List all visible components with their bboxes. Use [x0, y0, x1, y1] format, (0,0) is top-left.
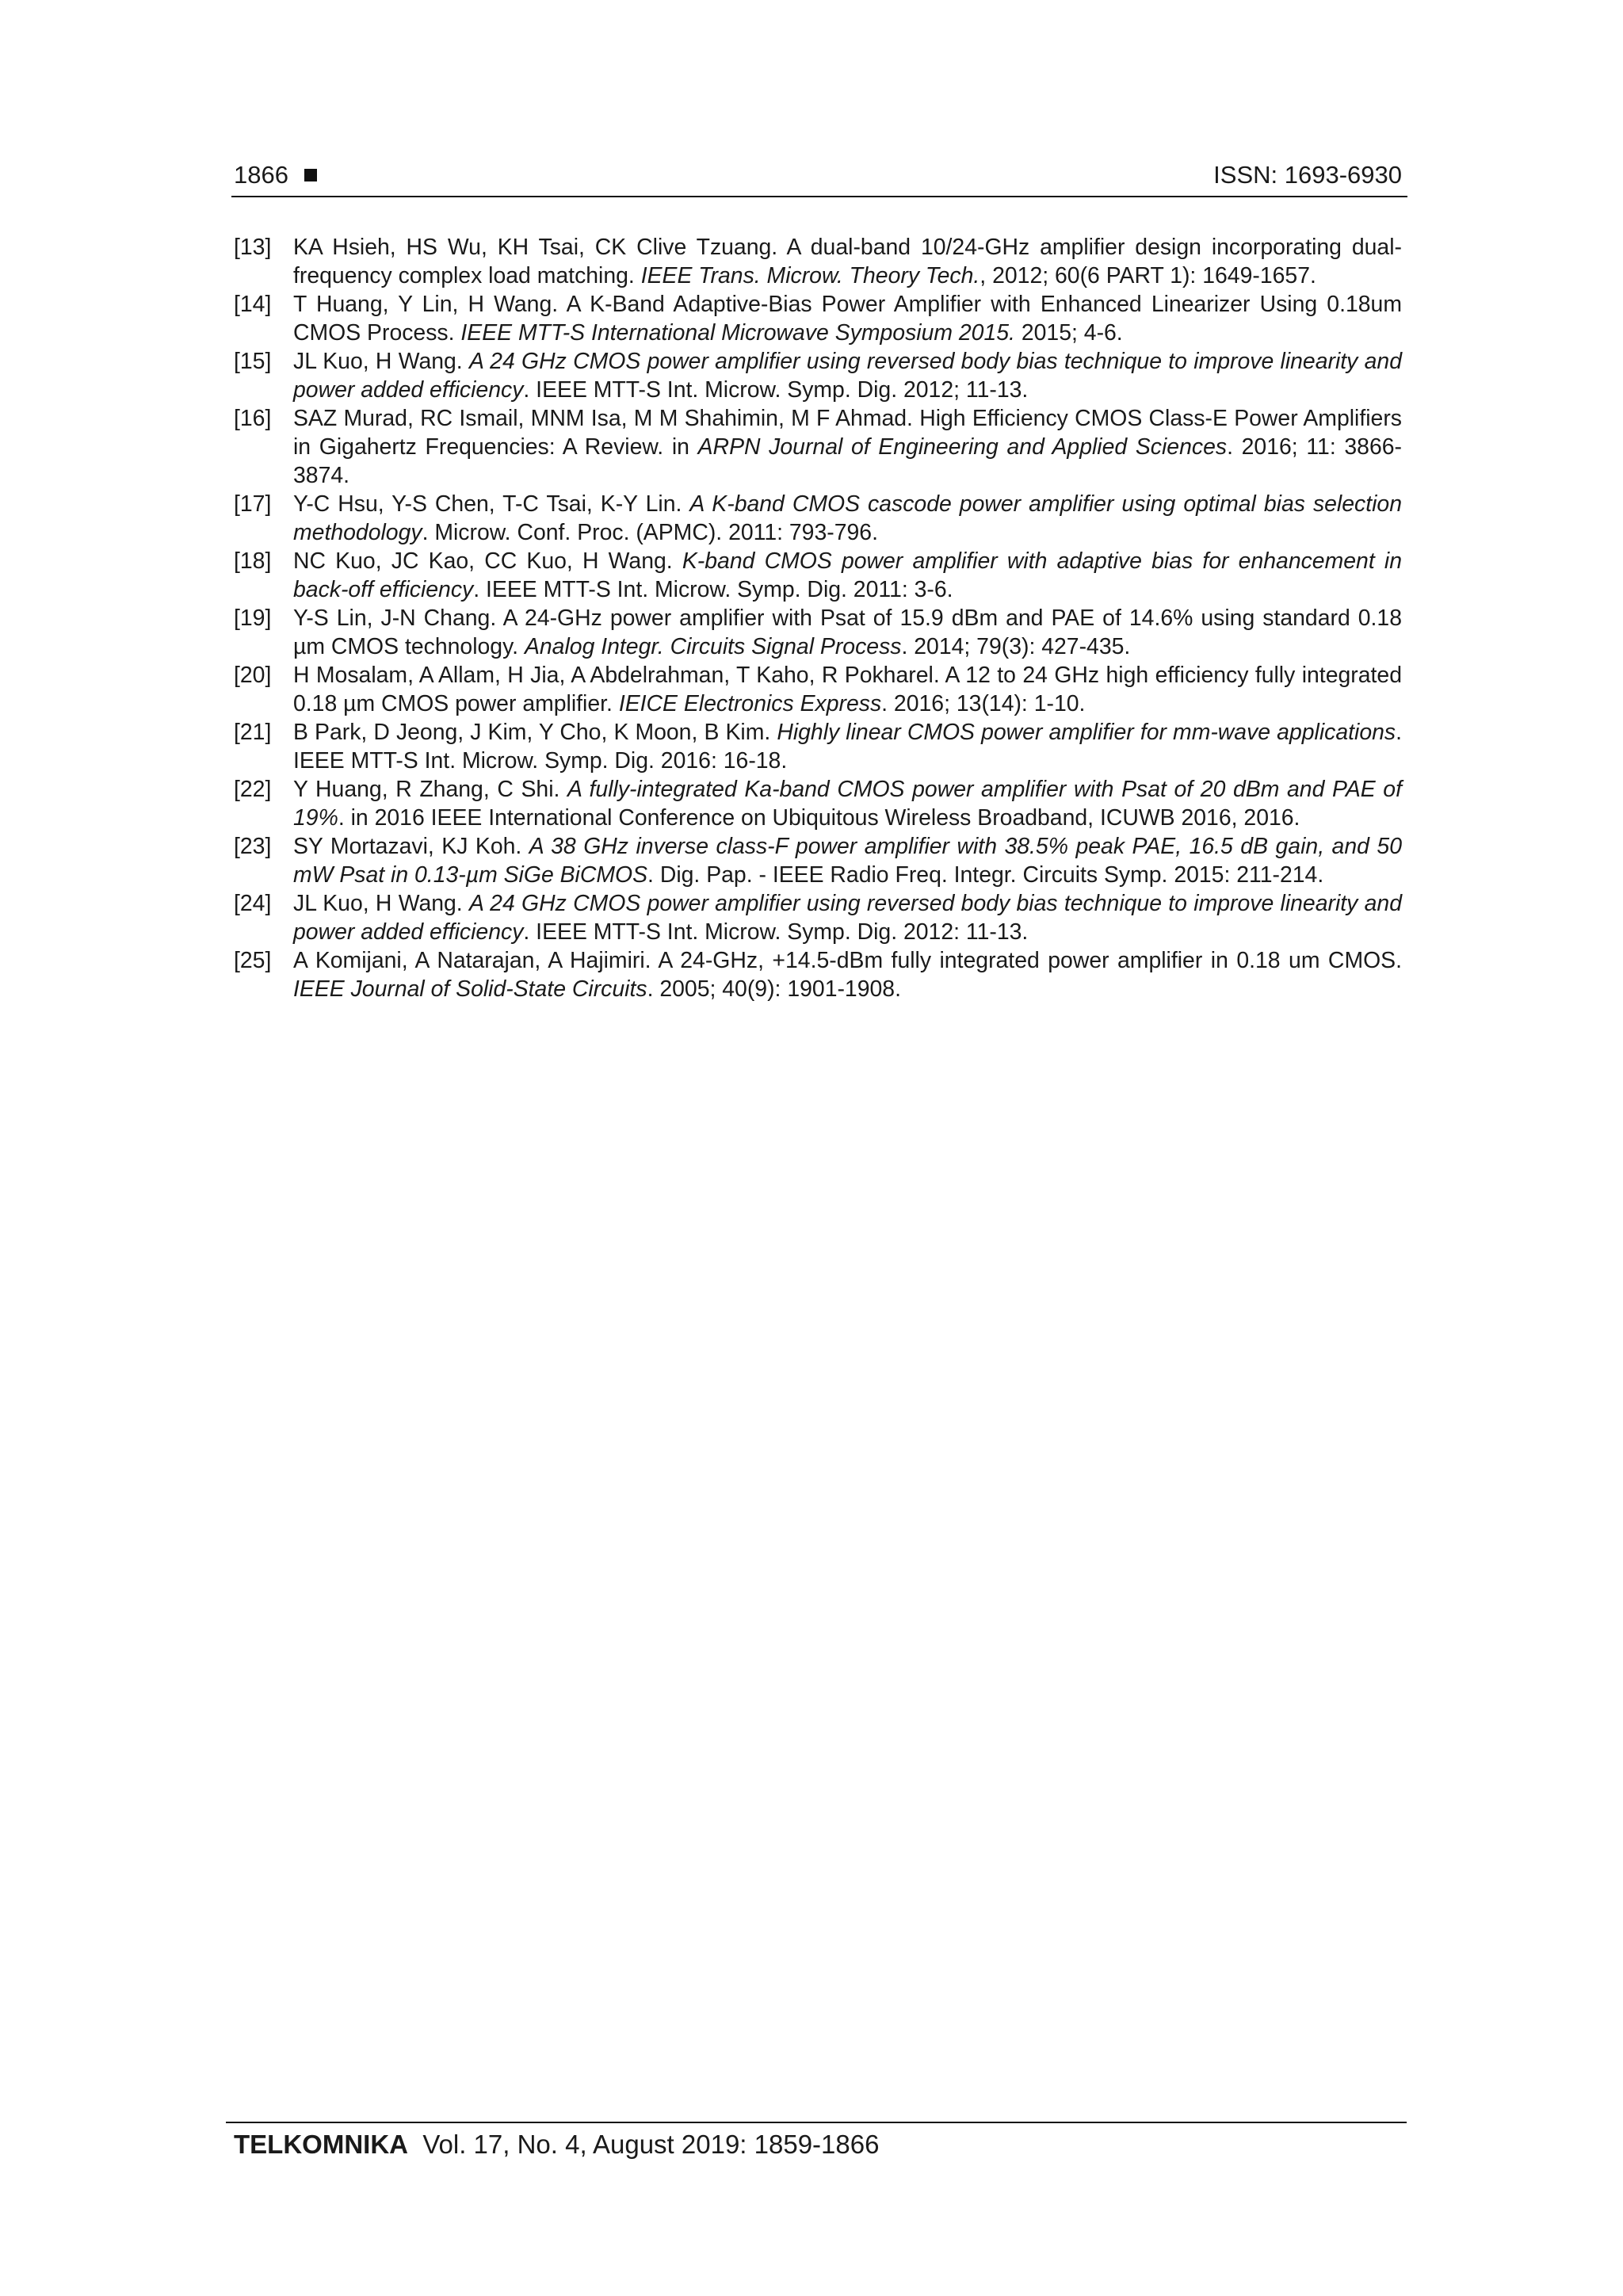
reference-item — [234, 404, 1402, 490]
reference-item — [234, 233, 1402, 290]
reference-segment: NC Kuo, JC Kao, CC Kuo, H Wang. — [293, 548, 682, 574]
reference-source-italic: IEEE Trans. Microw. Theory Tech. — [640, 263, 980, 288]
reference-number: [15] — [234, 349, 272, 374]
reference-segment: . 2016; 11: 3866-3874. — [293, 434, 1402, 488]
reference-segment: Y Huang, R Zhang, C Shi. — [293, 777, 568, 802]
footer-rule — [226, 2122, 1407, 2123]
page-header — [234, 155, 1405, 195]
reference-segment: . in 2016 IEEE International Conference on Ubiquitous Wireless Broadband, ICUWB 2016, 2016. — [338, 805, 1300, 831]
header-rule — [231, 196, 1407, 197]
reference-source-italic: K-band CMOS power amplifier with adaptive bias for enhancement in back-off efficiency — [293, 548, 1402, 602]
reference-segment: . Dig. Pap. - IEEE Radio Freq. Integr. Circuits Symp. 2015: 211-214. — [647, 862, 1324, 888]
reference-text — [293, 777, 1402, 831]
reference-segment: B Park, D Jeong, J Kim, Y Cho, K Moon, B Kim. — [293, 720, 777, 745]
reference-segment: A Komijani, A Natarajan, A Hajimiri. A 24-GHz, +14.5-dBm fully integrated power amplifier in 0.18 um CMOS. — [293, 948, 1402, 973]
reference-text — [293, 948, 1402, 1002]
page-number — [234, 155, 317, 195]
reference-segment: . Microw. Conf. Proc. (APMC). 2011: 793-796. — [422, 520, 878, 545]
reference-item — [234, 547, 1402, 604]
reference-text — [293, 834, 1402, 888]
reference-segment: SY Mortazavi, KJ Koh. — [293, 834, 529, 859]
reference-item — [234, 718, 1402, 775]
reference-source-italic: A fully-integrated Ka-band CMOS power amplifier with Psat of 20 dBm and PAE of 19% — [293, 777, 1402, 831]
reference-source-italic: A 24 GHz CMOS power amplifier using reversed body bias technique to improve linearity and power added efficiency — [293, 891, 1403, 945]
reference-text — [293, 406, 1402, 488]
page-footer — [234, 2127, 879, 2162]
reference-source-italic: IEEE Journal of Solid-State Circuits — [293, 976, 647, 1002]
reference-text — [293, 349, 1402, 403]
reference-segment: . 2016; 13(14): 1-10. — [881, 691, 1086, 716]
reference-segment: SAZ Murad, RC Ismail, MNM Isa, M M Shahimin, M F Ahmad. High Efficiency CMOS Class-E Power Amplifiers in Gigahertz Frequencies: A Review. in — [293, 406, 1402, 460]
reference-item — [234, 832, 1402, 889]
reference-segment: 2015; 4-6. — [1014, 320, 1123, 346]
reference-item — [234, 775, 1402, 832]
reference-text — [293, 663, 1402, 716]
reference-segment: JL Kuo, H Wang. — [293, 349, 469, 374]
reference-segment: . IEEE MTT-S Int. Microw. Symp. Dig. 2011: 3-6. — [473, 577, 953, 602]
reference-item — [234, 604, 1402, 661]
reference-number: [25] — [234, 948, 272, 973]
reference-segment: Y-S Lin, J-N Chang. A 24-GHz power amplifier with Psat of 15.9 dBm and PAE of 14.6% using standard 0.18 µm CMOS technology. — [293, 606, 1402, 659]
reference-segment: . IEEE MTT-S Int. Microw. Symp. Dig. 2012; 11-13. — [523, 377, 1029, 403]
reference-source-italic: IEICE Electronics Express — [618, 691, 882, 716]
reference-number: [13] — [234, 235, 272, 260]
reference-text — [293, 235, 1402, 288]
issn: ISSN: 1693-6930 — [1213, 161, 1402, 189]
reference-text — [293, 292, 1402, 346]
reference-number: [22] — [234, 777, 272, 802]
reference-number: [17] — [234, 491, 272, 517]
reference-segment: . 2014; 79(3): 427-435. — [901, 634, 1131, 659]
reference-text — [293, 491, 1402, 545]
reference-segment: JL Kuo, H Wang. — [293, 891, 469, 916]
reference-segment: , 2012; 60(6 PART 1): 1649-1657. — [980, 263, 1316, 288]
reference-segment: Y-C Hsu, Y-S Chen, T-C Tsai, K-Y Lin. — [293, 491, 690, 517]
reference-number: [19] — [234, 606, 272, 631]
reference-segment: KA Hsieh, HS Wu, KH Tsai, CK Clive Tzuang. A dual-band 10/24-GHz amplifier design incorporating dual-frequency complex load matching. — [293, 235, 1402, 288]
journal-name: TELKOMNIKA — [234, 2130, 408, 2159]
reference-segment: H Mosalam, A Allam, H Jia, A Abdelrahman, T Kaho, R Pokharel. A 12 to 24 GHz high efficiency fully integrated 0.18 µm CMOS power amplifier. — [293, 663, 1402, 716]
reference-item — [234, 347, 1402, 404]
reference-segment: . IEEE MTT-S Int. Microw. Symp. Dig. 2016: 16-18. — [293, 720, 1402, 774]
reference-source-italic: ARPN Journal of Engineering and Applied Sciences — [697, 434, 1228, 460]
reference-text — [293, 606, 1402, 659]
reference-item — [234, 889, 1402, 946]
reference-number: [24] — [234, 891, 272, 916]
reference-segment: . 2005; 40(9): 1901-1908. — [647, 976, 901, 1002]
reference-source-italic: Analog Integr. Circuits Signal Process — [524, 634, 902, 659]
reference-source-italic: IEEE MTT-S International Microwave Symposium 2015. — [460, 320, 1015, 346]
reference-number: [14] — [234, 292, 272, 317]
reference-item — [234, 946, 1402, 1003]
reference-number: [20] — [234, 663, 272, 688]
reference-source-italic: Highly linear CMOS power amplifier for mm-wave applications — [777, 720, 1396, 745]
reference-text — [293, 548, 1402, 602]
reference-number: [18] — [234, 548, 272, 574]
reference-segment: . IEEE MTT-S Int. Microw. Symp. Dig. 2012: 11-13. — [523, 919, 1029, 945]
reference-number: [16] — [234, 406, 272, 431]
reference-list — [234, 233, 1402, 1003]
reference-segment: T Huang, Y Lin, H Wang. A K-Band Adaptive-Bias Power Amplifier with Enhanced Linearizer Using 0.18um CMOS Process. — [293, 292, 1402, 346]
reference-item — [234, 290, 1402, 347]
page-number-text: 1866 — [234, 161, 288, 189]
reference-number: [23] — [234, 834, 272, 859]
reference-source-italic: A 38 GHz inverse class-F power amplifier with 38.5% peak PAE, 16.5 dB gain, and 50 mW Psat in 0.13-µm SiGe BiCMOS — [293, 834, 1402, 888]
black-square-icon — [304, 169, 317, 181]
reference-source-italic: A K-band CMOS cascode power amplifier using optimal bias selection methodology — [293, 491, 1402, 545]
volume-info: Vol. 17, No. 4, August 2019: 1859-1866 — [422, 2130, 880, 2159]
reference-item — [234, 490, 1402, 547]
reference-source-italic: A 24 GHz CMOS power amplifier using reversed body bias technique to improve linearity and power added efficiency — [293, 349, 1403, 403]
reference-number: [21] — [234, 720, 272, 745]
reference-text — [293, 891, 1402, 945]
reference-text — [293, 720, 1402, 774]
reference-item — [234, 661, 1402, 718]
